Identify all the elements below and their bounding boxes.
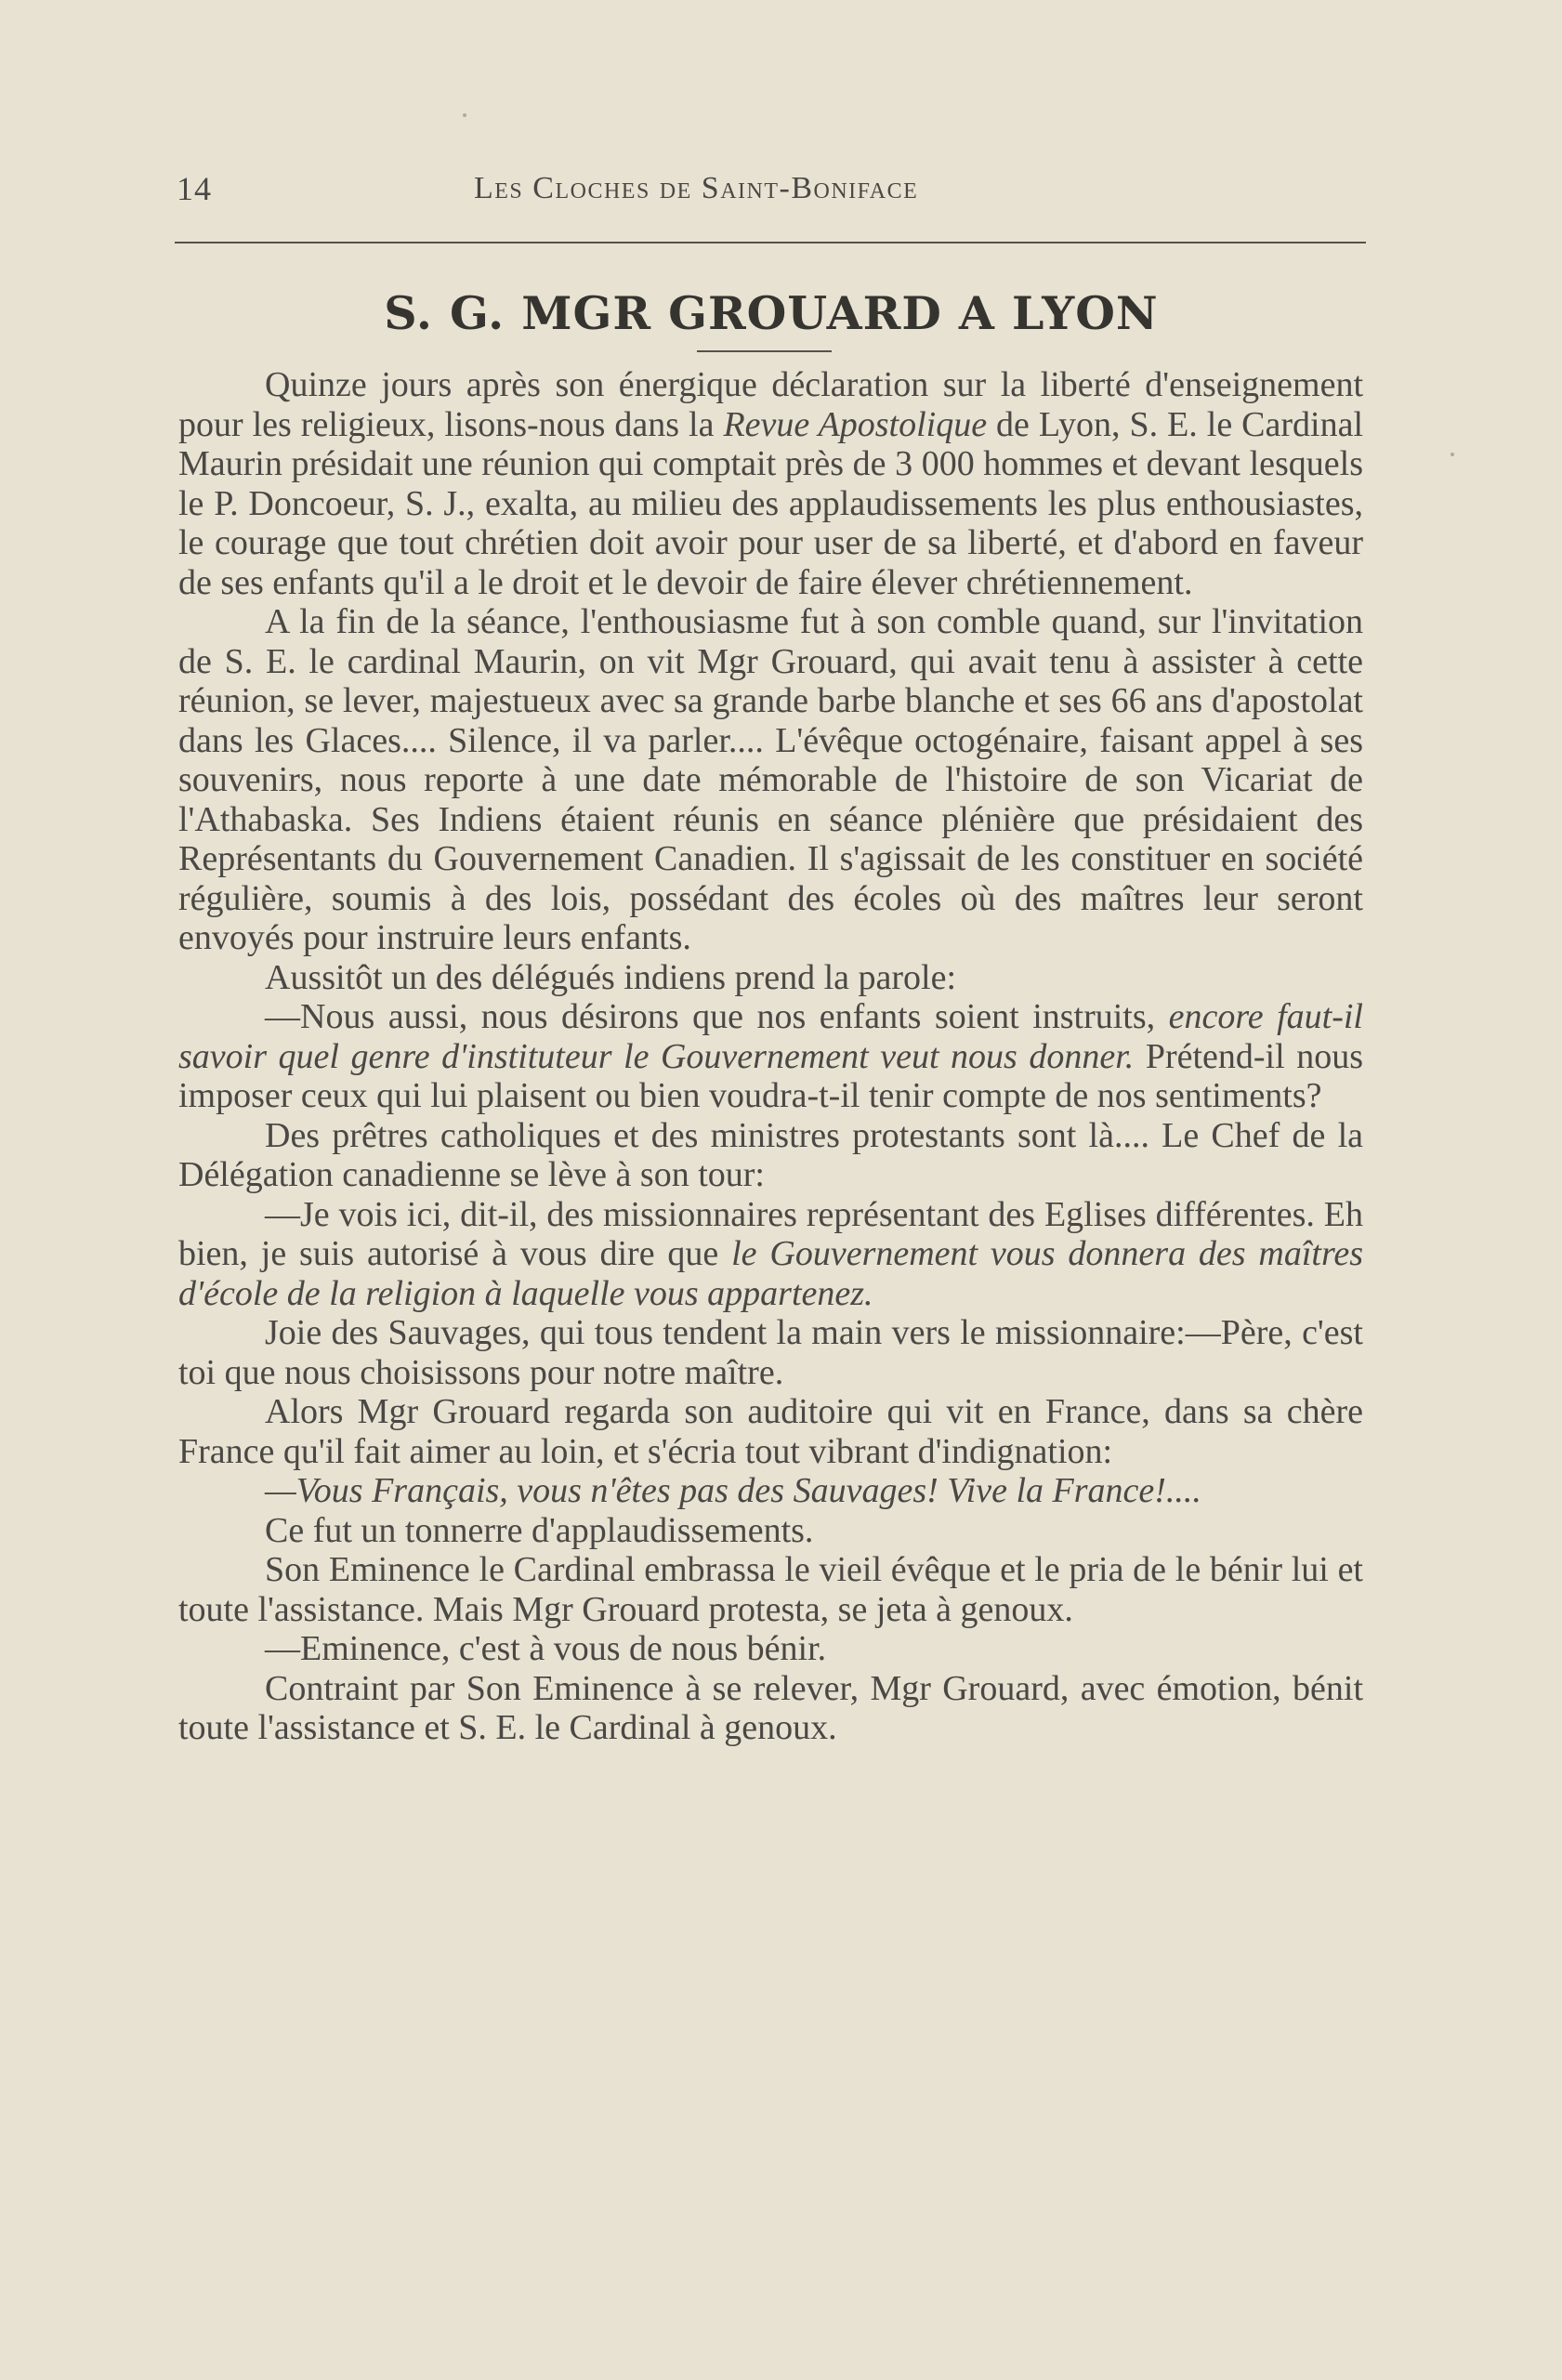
- paragraph-8: Alors Mgr Grouard regarda son auditoire qui vit en France, dans sa chère France qu'il fait aimer au loin, et s'écria tout vibrant d'indignation:: [178, 1392, 1363, 1471]
- paragraph-10: Ce fut un tonnerre d'applaudissements.: [265, 1510, 814, 1550]
- article-body: [178, 365, 1363, 1748]
- paragraph-11: Son Eminence le Cardinal embrassa le vieil évêque et le pria de le bénir lui et toute l'assistance. Mais Mgr Grouard protesta, se jeta à genoux.: [178, 1550, 1363, 1629]
- paragraph-9: —Vous Français, vous n'êtes pas des Sauvages! Vive la France!....: [265, 1471, 1201, 1510]
- page-number: 14: [177, 170, 212, 207]
- paragraph-7: Joie des Sauvages, qui tous tendent la main vers le missionnaire:—Père, c'est toi que nous choisissons pour notre maître.: [178, 1313, 1363, 1392]
- paragraph-4: —Nous aussi, nous désirons que nos enfants soient instruits, encore faut-il savoir quel genre d'instituteur le Gouvernement veut nous donner. Prétend-il nous imposer ceux qui lui plaisent ou bien voudra-t-il tenir compte de nos sentiments?: [178, 997, 1363, 1115]
- paragraph-12: —Eminence, c'est à vous de nous bénir.: [265, 1629, 827, 1668]
- running-title: Les Cloches de Saint-Boniface: [474, 171, 919, 205]
- paper-speck: [1450, 453, 1454, 456]
- paragraph-6: —Je vois ici, dit-il, des missionnaires représentant des Eglises différentes. Eh bien, je suis autorisé à vous dire que le Gouvernement vous donnera des maîtres d'école de la religion à laquelle vous appartenez.: [178, 1194, 1364, 1313]
- header-rule: [175, 242, 1366, 243]
- paragraph-1: Quinze jours après son énergique déclaration sur la liberté d'enseignement pour les religieux, lisons-nous dans la Revue Apostolique de Lyon, S. E. le Cardinal Maurin présidait une réunion qui comptait près de 3 000 hommes et devant lesquels le P. Doncoeur, S. J., exalta, au milieu des applaudissements les plus enthousiastes, le courage que tout chrétien doit avoir pour user de sa liberté, et d'abord en faveur de ses enfants qu'il a le droit et le devoir de faire élever chrétiennement.: [178, 365, 1363, 602]
- title-underline: [697, 350, 832, 352]
- paragraph-13: Contraint par Son Eminence à se relever, Mgr Grouard, avec émotion, bénit toute l'assistance et S. E. le Cardinal à genoux.: [178, 1668, 1363, 1747]
- paragraph-3: Aussitôt un des délégués indiens prend la parole:: [265, 957, 957, 997]
- paper-speck: [463, 113, 466, 117]
- paragraph-5: Des prêtres catholiques et des ministres protestants sont là.... Le Chef de la Délégation canadienne se lève à son tour:: [178, 1115, 1363, 1194]
- article-title: S. G. MGR GROUARD A LYON: [384, 286, 1159, 340]
- paragraph-2: A la fin de la séance, l'enthousiasme fut à son comble quand, sur l'invitation de S. E. le cardinal Maurin, on vit Mgr Grouard, qui avait tenu à assister à cette réunion, se lever, majestueux avec sa grande barbe blanche et ses 66 ans d'apostolat dans les Glaces.... Silence, il va parler.... L'évêque octogénaire, faisant appel à ses souvenirs, nous reporte à une date mémorable de l'histoire de son Vicariat de l'Athabaska. Ses Indiens étaient réunis en séance plénière que présidaient des Représentants du Gouvernement Canadien. Il s'agissait de les constituer en société régulière, soumis à des lois, possédant des écoles où des maîtres leur seront envoyés pour instruire leurs enfants.: [178, 602, 1363, 957]
